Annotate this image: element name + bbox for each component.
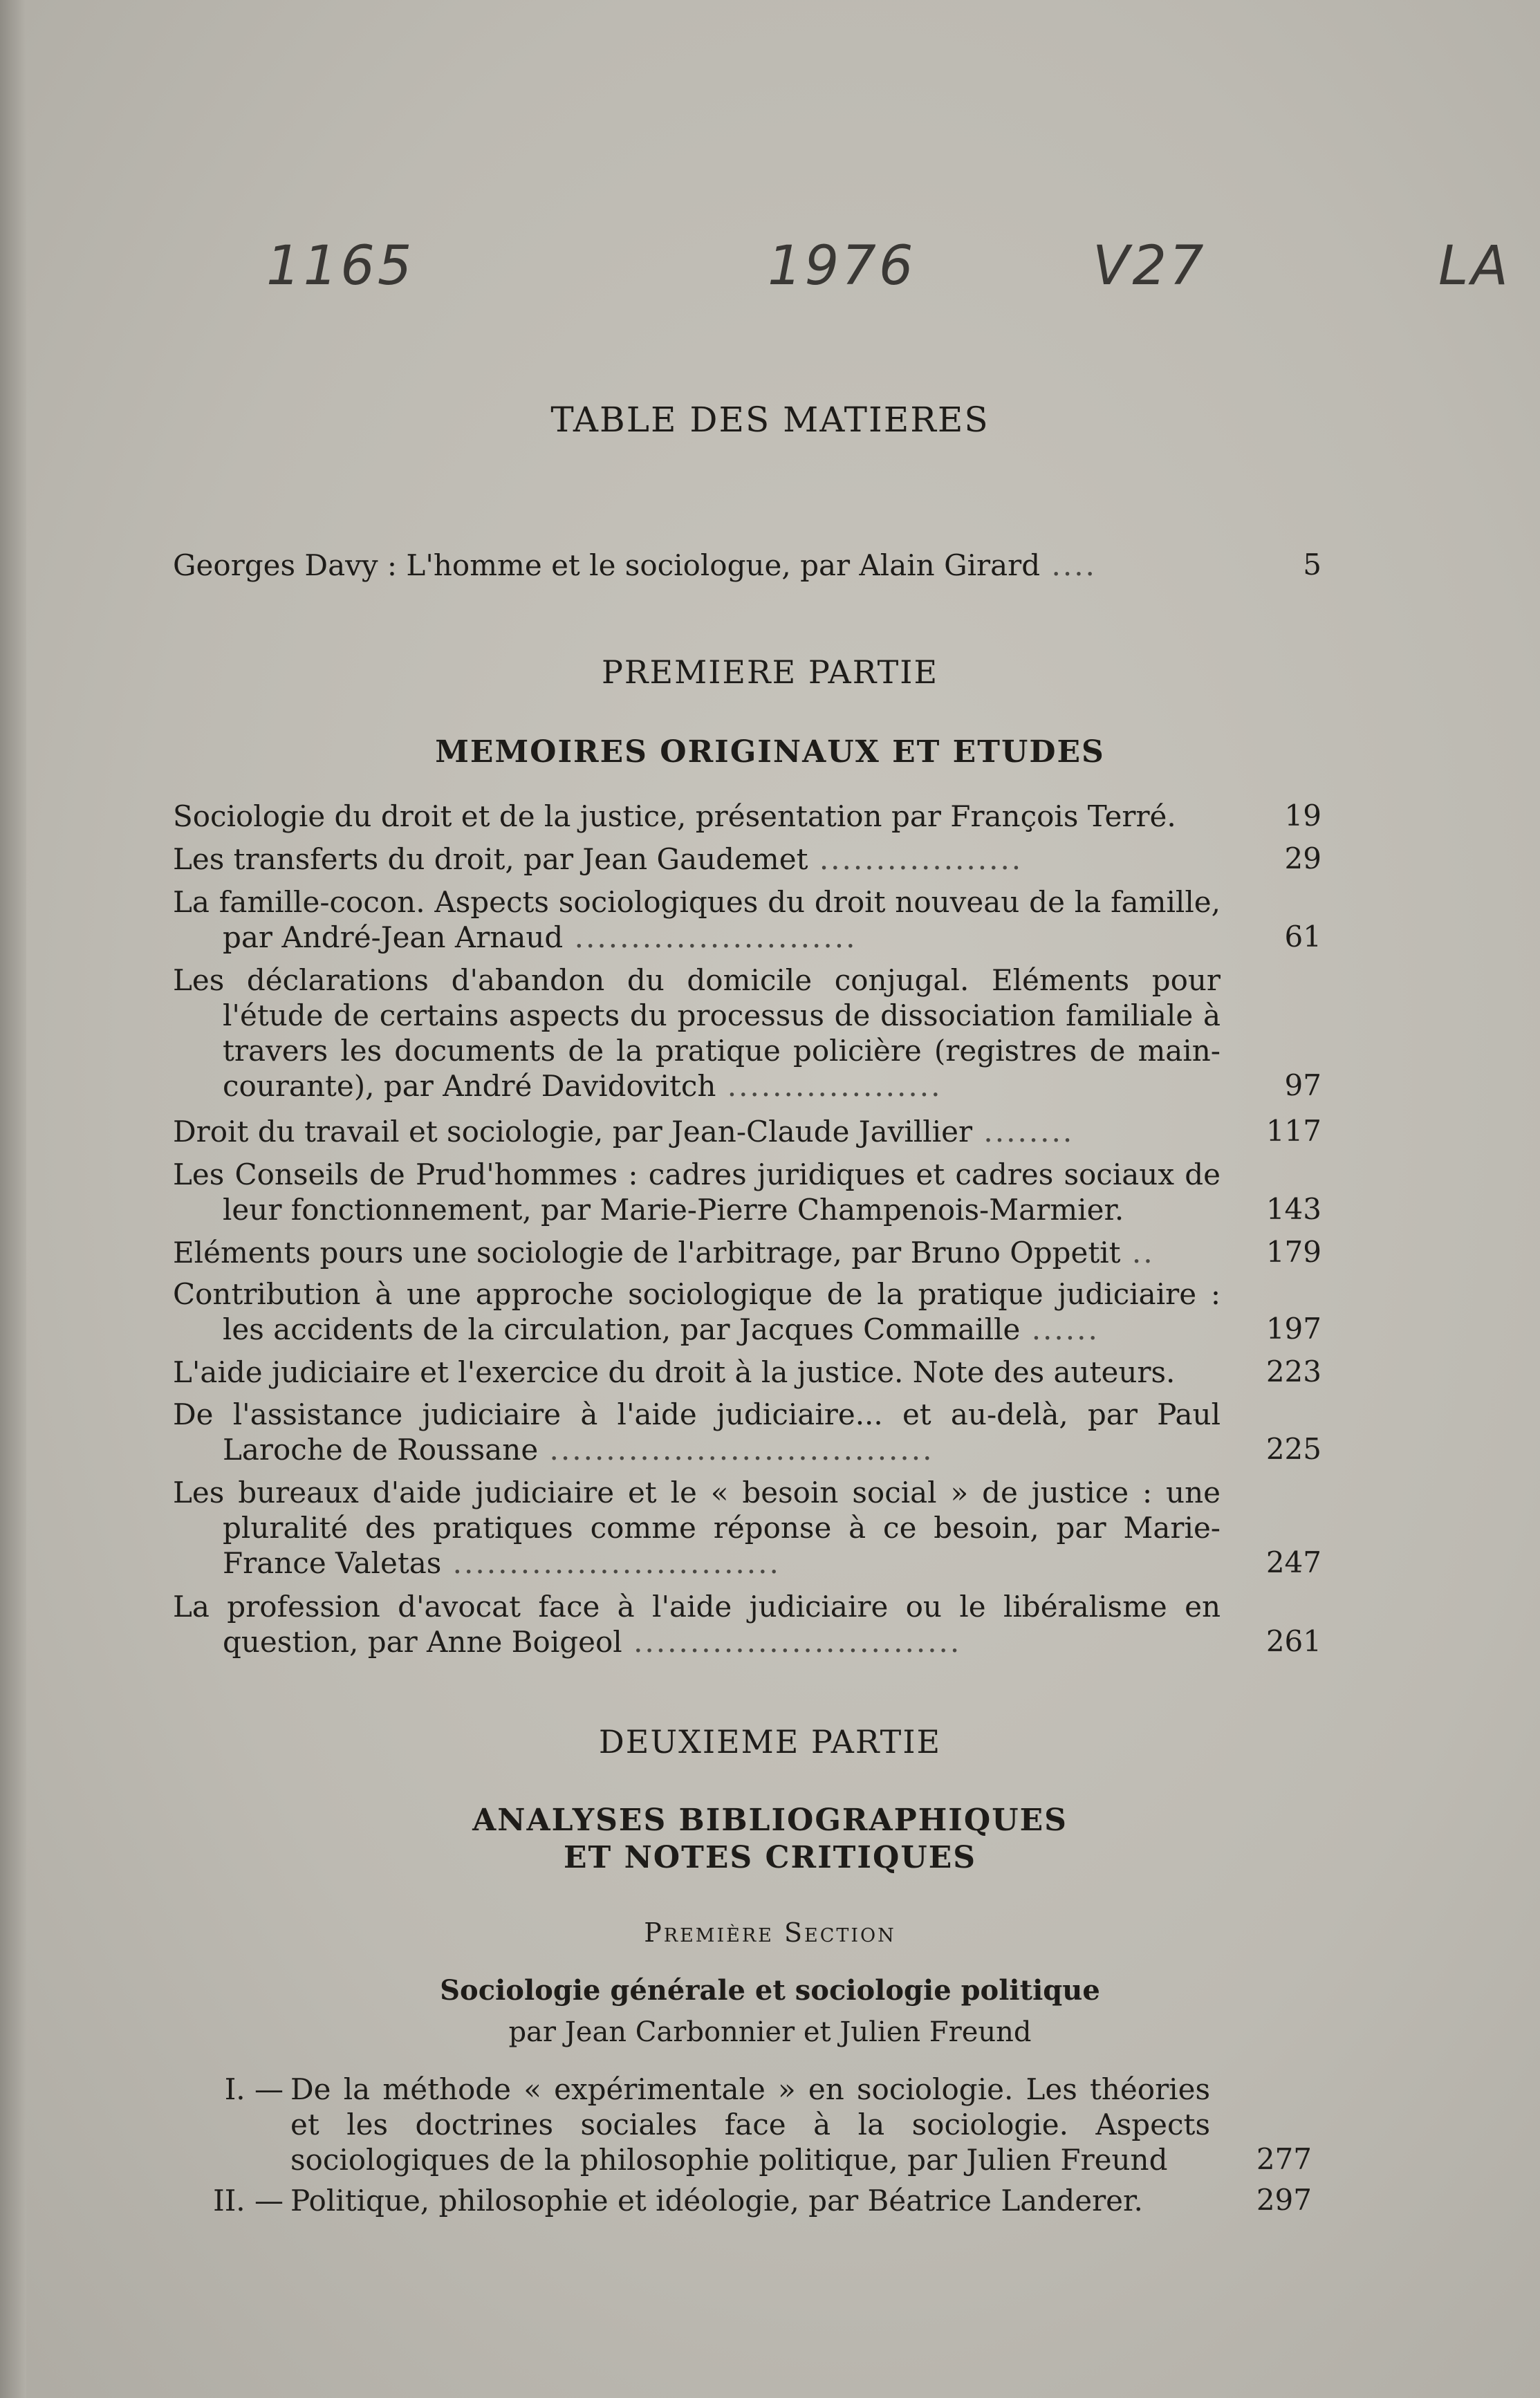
handwritten-note-4: LA [1438,235,1511,297]
roman-numeral: I. — [224,2072,284,2106]
toc-entry-page: 97 [1284,1068,1321,1102]
part-two-heading [0,1802,1540,1877]
toc-entry-page: 29 [1284,842,1321,875]
toc-entry: Contribution à une approche sociologique de la pratique judiciaire : les accidents de la circulation, par Jacques Commaille ...... [173,1277,1221,1346]
toc-entry: Eléments pours une sociologie de l'arbitrage, par Bruno Oppetit .. [173,1236,1155,1270]
toc-entry-page: 197 [1265,1312,1321,1346]
toc-entry: Sociologie du droit et de la justice, présentation par François Terré. [173,799,1176,833]
toc-entry-page: 179 [1265,1235,1321,1269]
toc-entry: Les déclarations d'abandon du domicile conjugal. Eléments pour l'étude de certains aspects du processus de dissociation familiale à travers les documents de la pratique policière (registres de main-courante), par André Davidovitch ................... [173,963,1221,1103]
part-one-heading: MEMOIRES ORIGINAUX ET ETUDES [435,734,1105,770]
toc-entry-page: 19 [1284,799,1321,833]
toc-entry-text: Georges Davy : L'homme et le sociologue, par Alain Girard [173,548,1041,582]
toc-entry-page: 223 [1265,1355,1321,1388]
toc-entry-intro: Georges Davy : L'homme et le sociologue, par Alain Girard .... [173,548,1097,582]
section-title: Première Section [644,1917,896,1948]
toc-entry: Les bureaux d'aide judiciaire et le « besoin social » de justice : une pluralité des pratiques comme réponse à ce besoin, par Marie-France Valetas ............................. [173,1476,1221,1580]
toc-entry: La profession d'avocat face à l'aide judiciaire ou le libéralisme en question, par Anne Boigeol ............................. [173,1590,1221,1659]
handwritten-note-3: V27 [1093,235,1207,297]
toc-entry-page: 117 [1265,1114,1321,1148]
toc-entry: L'aide judiciaire et l'exercice du droit à la justice. Note des auteurs. [173,1355,1176,1389]
section-subject: Sociologie générale et sociologie politique [440,1974,1100,2007]
part-two-heading-line2: ET NOTES CRITIQUES [563,1840,977,1875]
toc-entry-page: 277 [1256,2142,1312,2176]
part-two-heading-line1: ANALYSES BIBLIOGRAPHIQUES [472,1803,1068,1838]
toc-entry-page: 61 [1284,920,1321,954]
roman-entry-text: De la méthode « expérimentale » en sociologie. Les théories et les doctrines sociales face à la sociologie. Aspects sociologiques de la philosophie politique, par Julien Freund [290,2072,1210,2177]
handwritten-note-2: 1976 [768,235,916,297]
section-authors: par Jean Carbonnier et Julien Freund [508,2016,1032,2048]
toc-entry-page: 5 [1303,548,1321,582]
toc-entry-page: 297 [1256,2183,1312,2217]
handwritten-note-1: 1165 [266,235,415,297]
toc-entry: Les transferts du droit, par Jean Gaudemet .................. [173,842,1023,876]
toc-entry: De l'assistance judiciaire à l'aide judiciaire... et au-delà, par Paul Laroche de Roussane .................................. [173,1397,1221,1467]
roman-entry-text: Politique, philosophie et idéologie, par Béatrice Landerer. [290,2184,1143,2218]
page-title: TABLE DES MATIERES [550,400,990,440]
toc-entry-page: 261 [1265,1624,1321,1658]
part-one-label: PREMIERE PARTIE [601,653,939,691]
toc-entry-page: 143 [1265,1192,1321,1226]
toc-entry-page: 225 [1265,1432,1321,1466]
part-two-label: DEUXIEME PARTIE [598,1723,942,1760]
toc-entry: Les Conseils de Prud'hommes : cadres juridiques et cadres sociaux de leur fonctionnement, par Marie-Pierre Champenois-Marmier. [173,1158,1221,1227]
toc-entry: Droit du travail et sociologie, par Jean-Claude Javillier ........ [173,1115,1075,1149]
roman-numeral: II. — [213,2184,284,2218]
toc-entry: La famille-cocon. Aspects sociologiques du droit nouveau de la famille, par André-Jean Arnaud ......................... [173,885,1221,954]
toc-entry-page: 247 [1265,1545,1321,1579]
